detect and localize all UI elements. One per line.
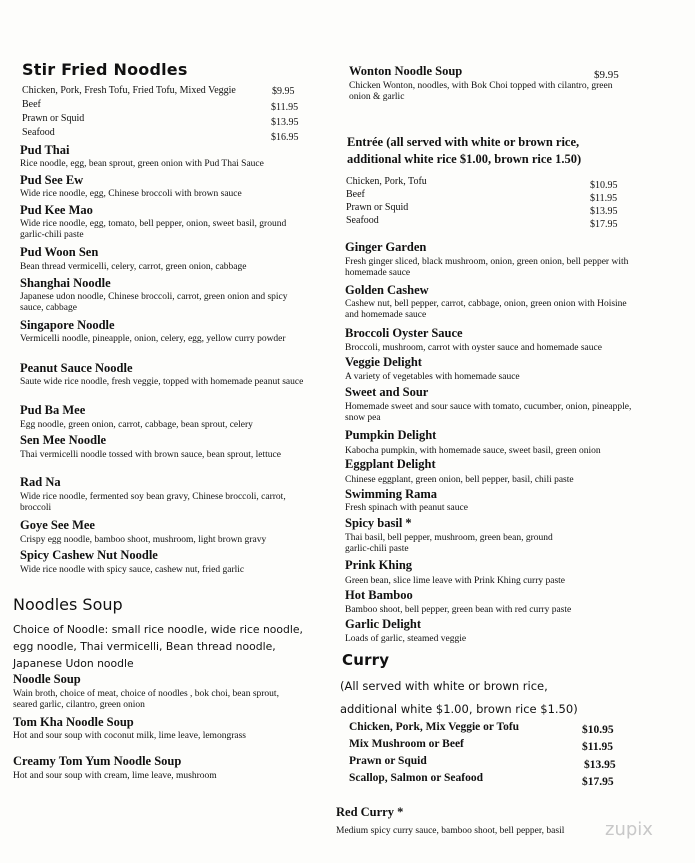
dish-desc: Cashew nut, bell pepper, carrot, cabbage, onion, green onion with Hoisine and homemade sauce (345, 299, 627, 320)
dish-desc: Thai vermicelli noodle tossed with brown sauce, bean sprout, lettuce (20, 450, 281, 460)
dish-desc: Japanese udon noodle, Chinese broccoli, carrot, green onion and spicy sauce, cabbage (20, 292, 288, 313)
dish-name: Pud Kee Mao (20, 203, 93, 217)
dish-desc: Bamboo shoot, bell pepper, green bean with red curry paste (345, 605, 572, 615)
price-row-value: $11.95 (271, 102, 299, 113)
curry-title: Curry (342, 651, 390, 669)
dish-desc: Fresh ginger sliced, black mushroom, onion, green onion, bell pepper with homemade sauce (345, 257, 629, 278)
dish-desc: Crispy egg noodle, bamboo shoot, mushroom, light brown gravy (20, 535, 267, 545)
dish-name: Peanut Sauce Noodle (20, 361, 133, 375)
dish-name: Garlic Delight (345, 617, 422, 631)
dish-name: Shanghai Noodle (20, 276, 111, 290)
dish-name: Pud Woon Sen (20, 245, 99, 259)
dish-name: Pud Thai (20, 143, 70, 157)
price-row-label: Chicken, Pork, Tofu (346, 176, 427, 187)
noodle-choice-text: Choice of Noodle: small rice noodle, wide rice noodle, egg noodle, Thai vermicelli, Bean thread noodle, Japanese Udon noodle (13, 623, 303, 670)
wonton-name: Wonton Noodle Soup (349, 64, 463, 78)
dish-name: Swimming Rama (345, 487, 438, 501)
dish-name: Sen Mee Noodle (20, 433, 107, 447)
price-row-value: $9.95 (272, 86, 295, 97)
dish-desc: Homemade sweet and sour sauce with tomato, cucumber, onion, pineapple, snow pea (345, 402, 632, 423)
dish-desc: Wide rice noodle with spicy sauce, cashew nut, fried garlic (20, 565, 245, 575)
dish-name: Pumpkin Delight (345, 428, 437, 442)
price-row-label: Prawn or Squid (349, 755, 427, 767)
dish-name: Ginger Garden (345, 240, 427, 254)
dish-desc: Vermicelli noodle, pineapple, onion, celery, egg, yellow curry powder (20, 334, 286, 344)
price-row-value: $16.95 (271, 132, 299, 143)
dish-name: Eggplant Delight (345, 457, 436, 471)
dish-name: Spicy basil * (345, 516, 412, 530)
price-row-value: $11.95 (590, 193, 618, 204)
dish-name: Prink Khing (345, 558, 413, 572)
price-row-label: Chicken, Pork, Fresh Tofu, Fried Tofu, Mixed Veggie (22, 85, 236, 96)
dish-desc: Wide rice noodle, fermented soy bean gravy, Chinese broccoli, carrot, broccoli (20, 492, 286, 513)
stir-fried-title: Stir Fried Noodles (22, 60, 188, 79)
dish-desc: Saute wide rice noodle, fresh veggie, topped with homemade peanut sauce (20, 377, 304, 387)
dish-name: Golden Cashew (345, 283, 429, 297)
price-row-value: $10.95 (582, 724, 614, 736)
dish-name: Creamy Tom Yum Noodle Soup (13, 754, 182, 768)
dish-desc: Hot and sour soup with coconut milk, lime leave, lemongrass (13, 731, 246, 741)
red-curry-desc: Medium spicy curry sauce, bamboo shoot, bell pepper, basil (336, 826, 565, 836)
price-row-label: Prawn or Squid (346, 202, 409, 213)
curry-note-line2: additional white $1.00, brown rice $1.50) (340, 702, 578, 716)
dish-desc: Wide rice noodle, egg, Chinese broccoli with brown sauce (20, 189, 242, 199)
price-row-value: $17.95 (582, 776, 614, 788)
dish-name: Sweet and Sour (345, 385, 429, 399)
dish-name: Pud See Ew (20, 173, 84, 187)
price-row-value: $13.95 (271, 117, 299, 128)
price-row-label: Chicken, Pork, Mix Veggie or Tofu (349, 721, 520, 733)
price-row-value: $10.95 (590, 180, 618, 191)
dish-name: Spicy Cashew Nut Noodle (20, 548, 158, 562)
dish-name: Veggie Delight (345, 355, 422, 369)
dish-desc: Kabocha pumpkin, with homemade sauce, sweet basil, green onion (345, 446, 601, 456)
curry-note-line1: (All served with white or brown rice, (340, 679, 548, 693)
dish-desc: Egg noodle, green onion, carrot, cabbage, bean sprout, celery (20, 420, 253, 430)
dish-desc: Wide rice noodle, egg, tomato, bell pepper, onion, sweet basil, ground garlic-chili paste (20, 219, 287, 240)
dish-desc: Broccoli, mushroom, carrot with oyster sauce and homemade sauce (345, 343, 602, 353)
dish-desc: Chinese eggplant, green onion, bell pepper, basil, chili paste (345, 475, 574, 485)
price-row-value: $13.95 (590, 206, 618, 217)
dish-name: Singapore Noodle (20, 318, 115, 332)
price-row-label: Beef (22, 99, 41, 110)
wonton-price: $9.95 (594, 69, 619, 81)
entree-title-line1: Entrée (all served with white or brown rice, (347, 135, 580, 149)
price-row-label: Seafood (346, 215, 379, 226)
price-row-label: Scallop, Salmon or Seafood (349, 772, 483, 784)
dish-name: Pud Ba Mee (20, 403, 86, 417)
dish-desc: Loads of garlic, steamed veggie (345, 634, 467, 644)
entree-title-line2: additional white rice $1.00, brown rice 1.50) (347, 152, 582, 166)
wonton-desc: Chicken Wonton, noodles, with Bok Choi topped with cilantro, green onion & garlic (349, 81, 613, 102)
price-row-label: Prawn or Squid (22, 113, 85, 124)
dish-desc: Hot and sour soup with cream, lime leave, mushroom (13, 771, 217, 781)
dish-name: Goye See Mee (20, 518, 95, 532)
dish-name: Noodle Soup (13, 672, 81, 686)
price-row-label: Mix Mushroom or Beef (349, 738, 464, 750)
dish-desc: Green bean, slice lime leave with Prink Khing curry paste (345, 576, 566, 586)
price-row-label: Seafood (22, 127, 55, 138)
price-row-label: Beef (346, 189, 365, 200)
noodle-soup-title: Noodles Soup (13, 595, 123, 614)
dish-desc: Thai basil, bell pepper, mushroom, green bean, ground garlic-chili paste (345, 533, 553, 554)
dish-desc: Wain broth, choice of meat, choice of noodles , bok choi, bean sprout, seared garlic, cilantro, green onion (13, 689, 279, 710)
dish-name: Hot Bamboo (345, 588, 413, 602)
price-row-value: $13.95 (584, 759, 616, 771)
dish-desc: Bean thread vermicelli, celery, carrot, green onion, cabbage (20, 262, 247, 272)
price-row-value: $17.95 (590, 219, 618, 230)
dish-desc: Fresh spinach with peanut sauce (345, 503, 468, 513)
dish-name: Tom Kha Noodle Soup (13, 715, 134, 729)
dish-desc: A variety of vegetables with homemade sauce (345, 372, 520, 382)
dish-name: Broccoli Oyster Sauce (345, 326, 463, 340)
dish-name: Rad Na (20, 475, 61, 489)
red-curry-name: Red Curry * (336, 805, 404, 819)
watermark: zupix (605, 819, 653, 840)
dish-desc: Rice noodle, egg, bean sprout, green onion with Pud Thai Sauce (20, 159, 264, 169)
price-row-value: $11.95 (582, 741, 613, 753)
